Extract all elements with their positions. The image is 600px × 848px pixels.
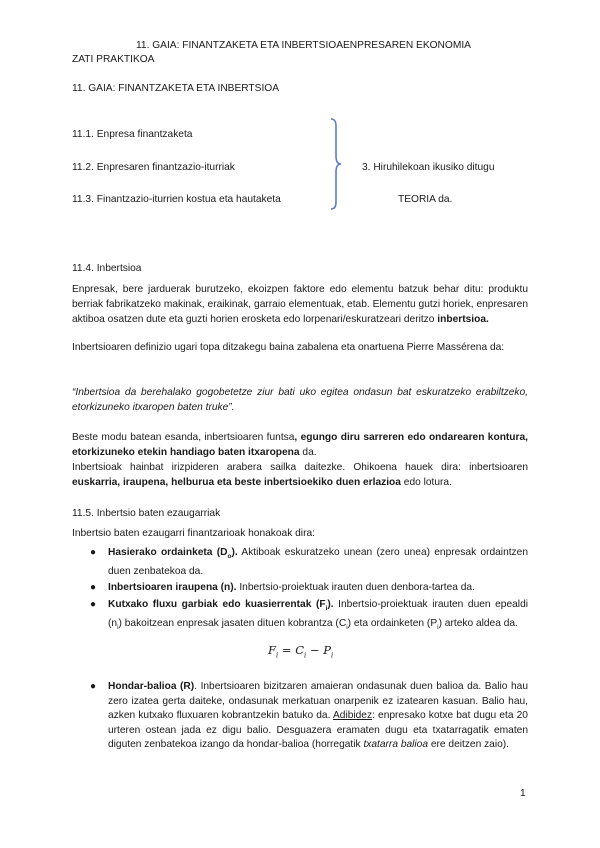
chapter-title: 11. GAIA: FINANTZAKETA ETA INBERTSIOA bbox=[72, 83, 280, 94]
page-number: 1 bbox=[520, 788, 526, 799]
bullet-dot-icon: ● bbox=[90, 599, 97, 610]
bullet-investment-duration: Inbertsioaren iraupena (n). Inbertsio-proiektuak irauten duen denbora-tartea da. bbox=[108, 582, 475, 593]
bullet-dot-icon: ● bbox=[90, 547, 97, 558]
bullet-dot-icon: ● bbox=[90, 582, 97, 593]
section-5-heading: 11.5. Inbertsio baten ezaugarriak bbox=[72, 508, 221, 519]
bullet-cash-flows: Kutxako fluxu garbiak edo kuasierrentak $(F_i)$. Inbertsio-proiektuak irauten duen epealdi $(n_i)$ bakoitzean enpresak jasaten dituen kobrantza $(C_i)$ eta ordainketen $(P_i)$ arteko aldea da. bbox=[108, 599, 528, 631]
toc-item-11-1: 11.1. Enpresa finantzaketa bbox=[72, 129, 193, 140]
toc-item-11-3: 11.3. Finantzazio-iturrien kostua eta hautaketa bbox=[72, 194, 281, 205]
document-header-title: 11. GAIA: FINANTZAKETA ETA INBERTSIOAENPRESAREN EKONOMIA bbox=[136, 40, 471, 51]
section-4-paragraph-3: Beste modu batean esanda, inbertsioaren funtsa, egungo diru sarreren edo ondarearen kontura, etorkizuneko etekin handiago baten itxaropena da. bbox=[72, 432, 528, 458]
section-4-paragraph-4: Inbertsioak hainbat irizpideren arabera sailka daitezke. Ohikoena hauek dira: inbertsioaren euskarria, iraupena, helburua eta beste inbertsioekiko duen erlazioa edo lotura. bbox=[72, 462, 528, 488]
toc-item-11-2: 11.2. Enpresaren finantzazio-iturriak bbox=[72, 162, 235, 173]
bullet-residual-value: Hondar-balioa (R). Inbertsioaren bizitzaren amaieran ondasunak duen balioa da. Balio hau zero izatea gerta daiteke, ondasunak merkatuan onarpenik ez izatearen kasuan. Balio hau, azken kutxako fluxuaren kobrantzekin batuko da. Adibidez: enpresako kotxe bat dugu eta 20 urteren ostean jada ez digu balio. Desguazera eramaten dugu eta txatarragatik ematen diguten zenbatekoa izango da hondar-balioa (horregatik txatarra balioa ere deitzen zaio). bbox=[108, 681, 528, 750]
section-5-intro: Inbertsio baten ezaugarri finantzarioak honakoak dira: bbox=[72, 528, 315, 539]
bullet-initial-payment: Hasierako ordainketa $(D_o)$. Aktiboak eskuratzeko unean (zero unea) enpresak ordaintzen duen zenbatekoa da. bbox=[108, 547, 528, 577]
document-header-subtitle: ZATI PRAKTIKOA bbox=[72, 54, 155, 65]
section-4-heading: 11.4. Inbertsioa bbox=[72, 263, 142, 274]
section-4-paragraph-2: Inbertsioaren definizio ugari topa ditzakegu baina zabalena eta onartuena Pierre Massérena da: bbox=[72, 342, 505, 353]
masse-quote: “Inbertsioa da berehalako gogobetetze ziur bati uko egitea ondasun bat eskuratzeko erabiltzeko, etorkizuneko itxaropen baten truke”. bbox=[72, 387, 528, 413]
bullet-dot-icon: ● bbox=[90, 681, 97, 692]
right-brace-icon bbox=[330, 118, 342, 210]
toc-note-line2: TEORIA da. bbox=[398, 194, 453, 205]
cash-flow-formula: $F_i = C_i - P_i$ bbox=[268, 643, 334, 660]
toc-note-line1: 3. Hiruhilekoan ikusiko ditugu bbox=[362, 162, 495, 173]
section-4-paragraph-1: Enpresak, bere jarduerak burutzeko, ekoizpen faktore edo elementu batzuk behar ditu: produktu berriak fabrikatzeko makinak, eraikinak, garraio elementuak, etab. Elementu gutzi horiek, enpresaren aktiboa osatzen dute eta guzti horien erosketa edo lorpenari/eskuratzeari deritzo inbertsioa. bbox=[72, 284, 528, 325]
